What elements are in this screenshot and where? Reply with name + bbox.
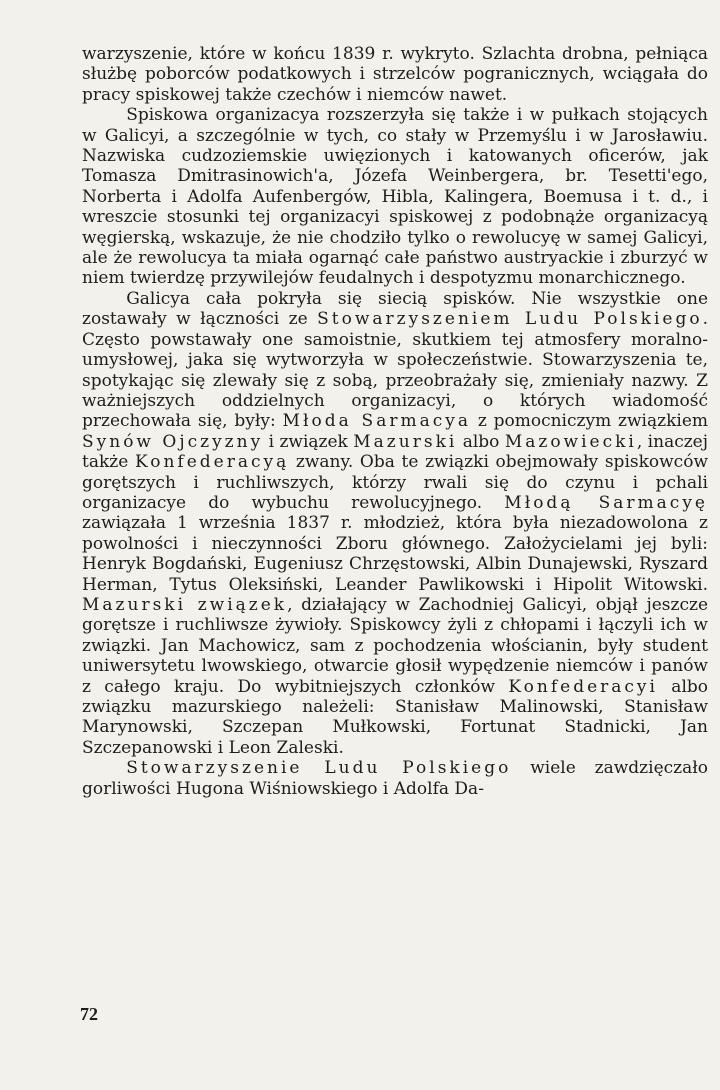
spaced-emphasis: Mazurski związek <box>82 594 288 615</box>
spaced-emphasis: Mazowiecki <box>504 431 637 452</box>
spaced-emphasis: Mazurski <box>353 431 458 452</box>
text-run: albo związku mazurskiego należeli: Stanisław Malinowski, Stanisław Marynowski, Szczepan Mułkowski, Fortunat Stadnicki, Jan Szczepanowski i Leon Zaleski. <box>82 676 708 758</box>
spaced-emphasis: Konfederacyą <box>134 452 290 473</box>
text-run: i związek <box>263 431 354 452</box>
page-text <box>82 44 708 799</box>
text-run: Galicya cała pokryła się siecią spisków. Nie wszystkie one zostawały w łączności ze <box>82 288 708 330</box>
spaced-emphasis: Młoda Sarmacya <box>282 411 471 432</box>
page-number: 72 <box>80 1004 98 1024</box>
paragraph-4 <box>82 758 708 799</box>
text-run: z pomocniczym związkiem <box>470 411 708 432</box>
spaced-emphasis: Konfederacyi <box>508 676 658 697</box>
text-run: albo <box>457 431 505 452</box>
spaced-emphasis: Stowarzyszenie Ludu Polskiego <box>126 758 512 779</box>
paragraph-1 <box>82 44 708 105</box>
text-run: zawiązała 1 września 1837 r. młodzież, która była niezadowolona z powolności i nieczynności Zboru głównego. Założycielami jej byli: Henryk Bogdański, Eugeniusz Chrzęstowski, Albin Dunajewski, Ryszard Herman, Tytus Oleksiński, Leander Pawlikowski i Hipolit Witowski. <box>82 513 708 595</box>
text-run: , działający w Zachodniej Galicyi, objął jeszcze gorętsze i ruchliwsze żywioły. Spiskowcy żyli z chłopami i łączyli ich w związki. Jan Machowicz, sam z pochodzenia włościanin, były student uniwersytetu lwowskiego, otwarcie głosił wypędzenie niemców i panów z całego kraju. Do wybitniejszych członków <box>82 594 709 697</box>
text-run: . Często powstawały one samoistnie, skutkiem tej atmosfery moralno-umysłowej, jaka się wytworzyła w społeczeństwie. Stowarzyszenia te, spotykając się zlewały się z sobą, przeobrażały się, zmieniały nazwy. Z ważniejszych oddzielnych organizacyi, o których wiadomość przechowała się, były: <box>82 309 708 432</box>
text-run: , inaczej także <box>82 431 709 473</box>
text-run: warzyszenie, które w końcu 1839 r. wykryto. Szlachta drobna, pełniąca służbę poborców podatkowych i strzelców pogranicznych, wciągała do pracy spiskowej także czechów i niemców nawet. <box>82 44 708 105</box>
text-run: zwany. Oba te związki obejmowały spiskowców gorętszych i ruchliwszych, którzy rwali się do czynu i pchali organizacye do wybuchu rewolucyjnego. <box>82 452 708 513</box>
paragraph-3 <box>82 289 708 758</box>
text-run: Spiskowa organizacya rozszerzyła się także i w pułkach stojących w Galicyi, a szczególnie w tych, co stały w Przemyślu i w Jarosławiu. Nazwiska cudzoziemskie uwięzionych i katowanych oficerów, jak Tomasza Dmitrasinowich'a, Józefa Weinbergera, br. Tesetti'ego, Norberta i Adolfa Aufenbergów, Hibla, Kalingera, Boemusa i t. d., i wreszcie stosunki tej organizacyi spiskowej z podobnąże organizacyą węgierską, wskazuje, że nie chodziło tylko o rewolucyę w samej Galicyi, ale że rewolucya ta miała ogarnąć całe państwo austryackie i zburzyć w niem twierdzę przywilejów feudalnych i despotyzmu monarchicznego. <box>82 105 708 289</box>
spaced-emphasis: Synów Ojczyzny <box>82 431 264 452</box>
paragraph-2 <box>82 105 708 289</box>
spaced-emphasis: Młodą Sarmacyę <box>504 492 708 513</box>
text-run: wiele zawdzięczało gorliwości Hugona Wiśniowskiego i Adolfa Da- <box>82 758 708 799</box>
spaced-emphasis: Stowarzyszeniem Ludu Polskiego <box>317 309 703 330</box>
